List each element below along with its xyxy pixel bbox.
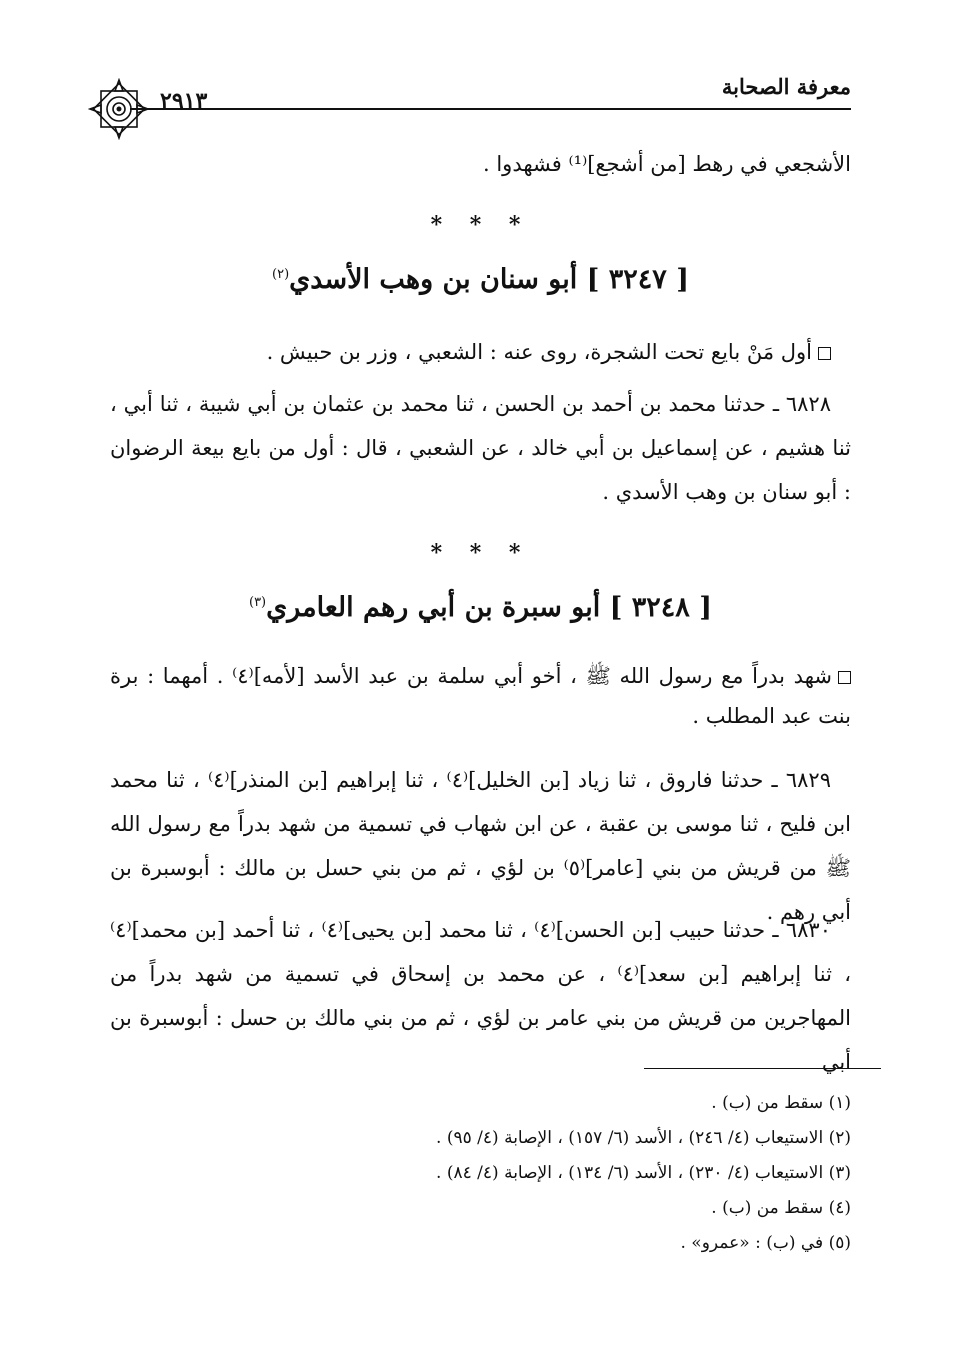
entry-heading-3247: [0, 264, 961, 295]
entry-summary-3247: [110, 334, 831, 370]
page-number: ٢٩١٣: [160, 88, 208, 114]
entry-heading-note: (٣): [248, 595, 267, 610]
summary-text: شهد بدراً مع رسول الله ﷺ ، أخو أبي سلمة بن عبد الأسد [لأمه]⁽٤⁾ . أمهما : برة بنت عبد المطلب .: [110, 664, 851, 728]
footnote-5: (٥) في (ب) : «عمرو» .: [680, 1233, 851, 1253]
hadith-6829: ٦٨٢٩ ـ حدثنا فاروق ، ثنا زياد [بن الخليل]⁽٤⁾ ، ثنا إبراهيم [بن المنذر]⁽٤⁾ ، ثنا محمد ابن فليح ، ثنا موسى بن عقبة ، عن ابن شهاب في تسمية من شهد بدراً مع رسول الله ﷺ من قريش من بني [عامر]⁽٥⁾ بن لؤي ، ثم من بني حسل بن مالك : أبوسبرة بن أبي رهم .: [110, 768, 851, 924]
entry-summary-3248: [110, 656, 851, 736]
hadith-6828: ٦٨٢٨ ـ حدثنا محمد بن أحمد بن الحسن ، ثنا محمد بن عثمان بن أبي شيبة ، ثنا أبي ، ثنا هشيم ، عن إسماعيل بن أبي خالد ، عن الشعبي ، قال : أول من بايع بيعة الرضوان : أبو سنان بن وهب الأسدي .: [110, 392, 851, 504]
footnote-3: (٣) الاستيعاب (٤/ ٢٣٠) ، الأسد (٦/ ١٣٤) ، الإصابة (٤/ ٨٤) .: [436, 1163, 851, 1183]
entry-heading-3248: [0, 592, 961, 623]
hadith-6830: ٦٨٣٠ ـ حدثنا حبيب [بن الحسن]⁽٤⁾ ، ثنا محمد [بن يحيى]⁽٤⁾ ، ثنا أحمد [بن محمد]⁽٤⁾ ، ثنا إبراهيم [بن سعد]⁽٤⁾ ، عن محمد بن إسحاق في تسمية من شهد بدراً من المهاجرين من قريش من بني عامر بن لؤي ، ثم من بني مالك بن حسل : أبوسبرة بن أبي: [110, 918, 852, 1074]
entry-heading-note: (٢): [272, 267, 290, 282]
summary-text: أول مَنْ بايع تحت الشجرة، روى عنه : الشعبي ، وزر بن حبيش .: [266, 340, 812, 364]
entry-heading-text: [ ٣٢٤٧ ] أبو سنان بن وهب الأسدي: [289, 264, 689, 295]
ornament-icon: [88, 78, 150, 140]
header-rule: [130, 108, 851, 110]
square-bullet-icon: [838, 671, 851, 684]
square-bullet-icon: [818, 347, 831, 360]
footnote-4: (٤) سقط من (ب) .: [711, 1198, 851, 1218]
running-title: معرفة الصحابة: [721, 74, 851, 99]
footnotes: [200, 1086, 851, 1261]
section-separator: * * *: [430, 540, 531, 566]
entry-heading-text: [ ٣٢٤٨ ] أبو سبرة بن أبي رهم العامري: [266, 592, 712, 623]
section-separator: * * *: [430, 212, 531, 238]
footnote-rule: [644, 1068, 881, 1069]
footnote-2: (٢) الاستيعاب (٤/ ٢٤٦) ، الأسد (٦/ ١٥٧) ، الإصابة (٤/ ٩٥) .: [436, 1128, 851, 1148]
continuation-line: الأشجعي في رهط [من أشجع]⁽¹⁾ فشهدوا .: [483, 152, 851, 176]
footnote-1: (١) سقط من (ب) .: [711, 1093, 851, 1113]
